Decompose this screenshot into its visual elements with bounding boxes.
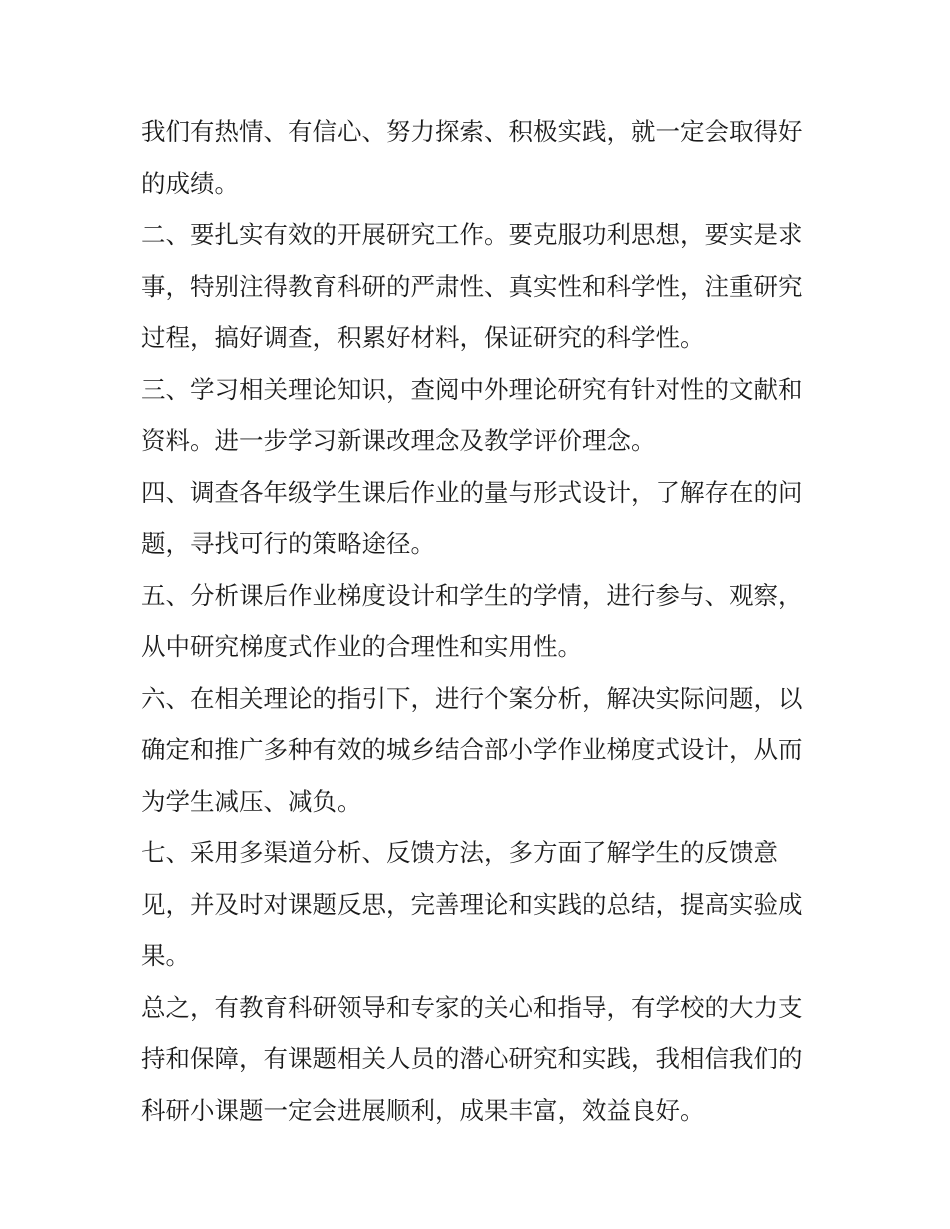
paragraph-item-5 — [141, 570, 816, 673]
text-line: 从中研究梯度式作业的合理性和实用性。 — [141, 632, 582, 661]
paragraph-closing-intro — [141, 106, 816, 209]
text-line: 资料。进一步学习新课改理念及教学评价理念。 — [141, 426, 656, 455]
paragraph-item-6 — [141, 673, 816, 828]
text-line: 题，寻找可行的策略途径。 — [141, 529, 435, 558]
text-line: 果。 — [141, 941, 190, 970]
text-line: 总之，有教育科研领导和专家的关心和指导，有学校的大力支 — [141, 992, 803, 1022]
paragraph-summary — [141, 982, 816, 1137]
text-line: 科研小课题一定会进展顺利，成果丰富，效益良好。 — [141, 1095, 705, 1125]
text-line: 持和保障，有课题相关人员的潜心研究和实践，我相信我们的 — [141, 1044, 803, 1073]
text-line: 过程，搞好调查，积累好材料，保证研究的科学性。 — [141, 323, 705, 352]
text-line: 确定和推广多种有效的城乡结合部小学作业梯度式设计，从而 — [141, 735, 803, 764]
text-line: 四、调查各年级学生课后作业的量与形式设计，了解存在的问 — [141, 477, 803, 507]
paragraph-item-7 — [141, 827, 816, 982]
text-line: 为学生减压、减负。 — [141, 786, 362, 816]
document-body — [141, 106, 816, 1136]
text-line: 的成绩。 — [141, 168, 239, 198]
paragraph-item-4 — [141, 467, 816, 570]
paragraph-item-3 — [141, 364, 816, 467]
text-line: 二、要扎实有效的开展研究工作。要克服功利思想，要实是求 — [141, 220, 803, 249]
text-line: 七、采用多渠道分析、反馈方法，多方面了解学生的反馈意 — [141, 838, 778, 867]
text-line: 三、学习相关理论知识，查阅中外理论研究有针对性的文献和 — [141, 374, 803, 404]
text-line: 事，特别注得教育科研的严肃性、真实性和科学性，注重研究 — [141, 271, 803, 301]
text-line: 我们有热情、有信心、努力探索、积极实践，就一定会取得好 — [141, 117, 803, 146]
text-line: 见，并及时对课题反思，完善理论和实践的总结，提高实验成 — [141, 889, 803, 919]
paragraph-item-2 — [141, 209, 816, 364]
text-line: 六、在相关理论的指引下，进行个案分析，解决实际问题，以 — [141, 683, 803, 713]
text-line: 五、分析课后作业梯度设计和学生的学情，进行参与、观察， — [141, 580, 803, 610]
